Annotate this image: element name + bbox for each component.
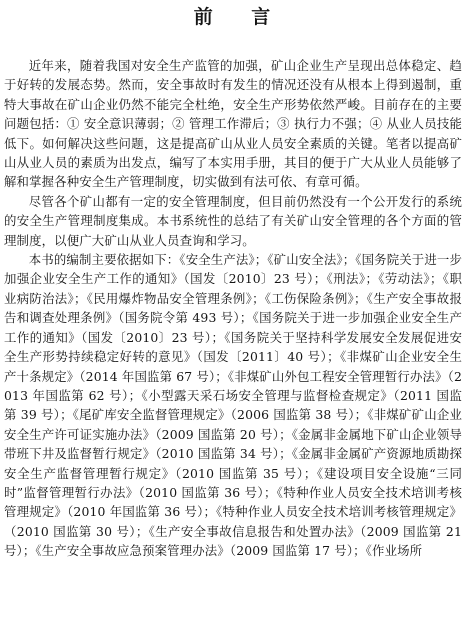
- paragraph-basis: 本书的编制主要依据如下：《安全生产法》；《矿山安全法》；《国务院关于进一步加强企业安全生产工作的通知》（国发〔2010〕23 号）；《刑法》；《劳动法》；《职业病防治法》；《民用爆炸物品安全管理条例》；《工伤保险条例》；《生产安全事故报告和调查处理条例》（国务院令第 493 号）；《国务院关于进一步加强企业安全生产工作的通知》（国发〔2010〕23 号）；《国务院关于坚持科学发展安全发展促进安全生产形势持续稳定好转的意见》（国发〔2011〕40 号）；《非煤矿山企业安全生产十条规定》（2014 年国监第 67 号）；《非煤矿山外包工程安全管理暂行办法》（2013 年国监第 62 号）；《小型露天采石场安全管理与监督检查规定》（2011 国监第 39 号）；《尾矿库安全监督管理规定》（2006 国监第 38 号）；《非煤矿矿山企业安全生产许可证实施办法》（2009 国监第 20 号）；《金属非金属地下矿山企业领导带班下井及监督暂行规定》（2010 国监第 34 号）；《金属非金属矿产资源地质勘探安全生产监督管理暂行规定》（2010 国监第 35 号）；《建设项目安全设施“三同时”监督管理暂行办法》（2010 国监第 36 号）；《特种作业人员安全技术培训考核管理规定》（2010 年国监第 36 号）；《特种作业人员安全技术培训考核管理规定》（2010 国监第 30 号）；《生产安全事故信息报告和处置办法》（2009 国监第 21 号）；《生产安全事故应急预案管理办法》（2009 国监第 17 号）；《作业场所: [4, 252, 462, 559]
- title-spacer: [4, 34, 462, 56]
- page-title: 前 言: [193, 6, 287, 28]
- paragraph-intro: 近年来，随着我国对安全生产监管的加强，矿山企业生产呈现出总体稳定、趋于好转的发展态势。然而，安全事故时有发生的情况还没有从根本上得到遏制，重特大事故在矿山企业仍然不能完全杜绝，安全生产形势依然严峻。目前存在的主要问题包括：① 安全意识薄弱；② 管理工作滞后；③ 执行力不强；④ 从业人员技能低下。如何解决这些问题，这是提高矿山从业人员安全素质的关键。笔者以提高矿山从业人员的素质为出发点，编写了本实用手册，其目的便于广大从业人员能够了解和掌握各种安全生产管理制度，切实做到有法可依、有章可循。: [4, 58, 462, 190]
- paragraph-purpose: 尽管各个矿山都有一定的安全管理制度，但目前仍然没有一个公开发行的系统的安全生产管理制度集成。本书系统性的总结了有关矿山安全管理的各个方面的管理制度，以便广大矿山从业人员查询和学习。: [4, 193, 462, 248]
